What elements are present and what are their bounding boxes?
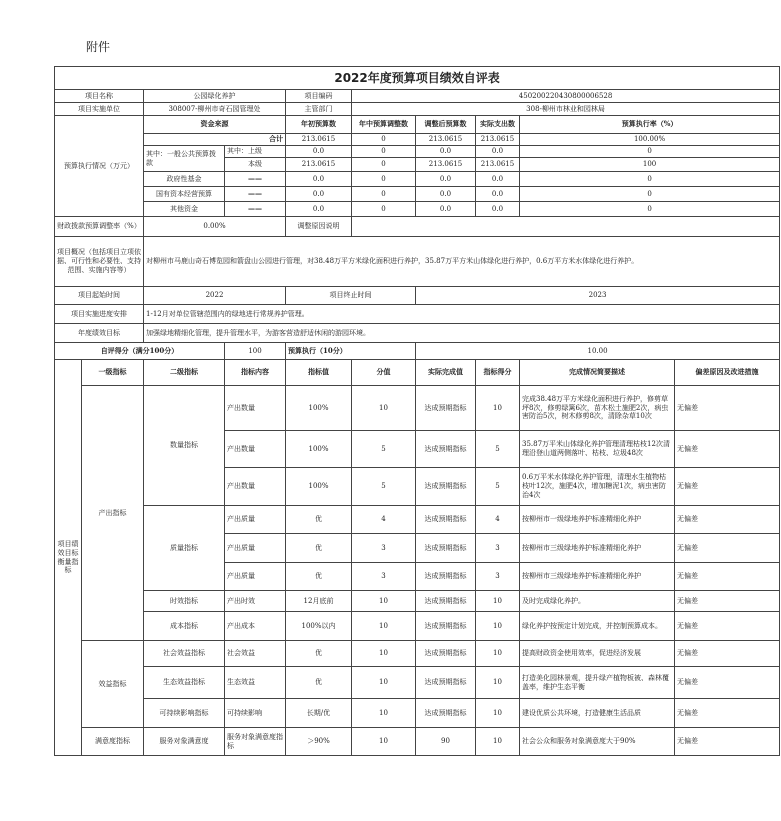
indicator-weight: 10 — [352, 386, 416, 431]
adjust-rate: 0.00% — [144, 217, 286, 237]
project-code-label: 项目编码 — [286, 90, 352, 103]
indicator-content: 产出数量 — [225, 431, 286, 468]
dept-label: 主管部门 — [286, 103, 352, 116]
budget-header-rate: 预算执行率（%） — [520, 116, 780, 134]
indicator-header: 分值 — [352, 360, 416, 386]
indicator-desc: 0.6万平米水体绿化养护管理，清理水生植物枯枝叶12次，施肥4次，增加糖泥1次，病虫害防治4次 — [520, 468, 675, 506]
indicator-header: 完成情况简要描述 — [520, 360, 675, 386]
impl-unit-label: 项目实施单位 — [55, 103, 144, 116]
indicator-dev: 无偏差 — [675, 612, 780, 641]
budget-cell: 0.0 — [416, 172, 476, 187]
budget-cell: 213.0615 — [416, 134, 476, 146]
adjust-reason — [352, 217, 780, 237]
start-value: 2022 — [144, 287, 286, 305]
indicator-header: 指标值 — [286, 360, 352, 386]
general-budget-label: 其中：一般公共预算拨款 — [144, 146, 225, 172]
goal-text: 加强绿地精细化管理，提升管理水平，为游客营造舒适休闲的游园环境。 — [144, 324, 780, 343]
indicator-header: 指标得分 — [476, 360, 520, 386]
indicator-actual: 90 — [416, 728, 476, 756]
overview-text: 对柳州市马鹿山奇石博览园和箭盘山公园进行管理，对38.48万平方米绿化面积进行养护，35.87万平方米山体绿化进行养护，0.6万平方米水体绿化进行养护。 — [144, 237, 780, 287]
budget-cell: 0 — [352, 158, 416, 172]
indicator-weight: 4 — [352, 506, 416, 534]
indicator-header: 实际完成值 — [416, 360, 476, 386]
performance-table — [54, 66, 780, 756]
indicator-desc: 35.87万平米山体绿化养护管理清理枯枝12次清理沿登山道两侧落叶、枯枝、垃圾48次 — [520, 431, 675, 468]
end-value: 2023 — [416, 287, 780, 305]
indicator-actual: 达成预期指标 — [416, 431, 476, 468]
budget-cell: 0.0 — [286, 172, 352, 187]
indicator-desc: 社会公众和服务对象满意度大于90% — [520, 728, 675, 756]
indicator-score: 10 — [476, 728, 520, 756]
dash-cell: —— — [225, 202, 286, 217]
indicator-desc: 按柳州市三级绿地养护标准精细化养护 — [520, 563, 675, 591]
budget-cell: 0.0 — [416, 146, 476, 158]
budget-cell: 0.0 — [416, 202, 476, 217]
indicator-content: 产出成本 — [225, 612, 286, 641]
indicator-actual: 达成预期指标 — [416, 468, 476, 506]
indicator-section-label: 项目绩效目标衡量指标 — [55, 360, 82, 756]
budget-cell: 0.0 — [476, 187, 520, 202]
indicator-target: 优 — [286, 534, 352, 563]
indicator-header: 二级指标 — [144, 360, 225, 386]
budget-header-adjusted: 调整后预算数 — [416, 116, 476, 134]
level2-service-satisfaction: 服务对象满意度 — [144, 728, 225, 756]
budget-header-adjust: 年中预算调整数 — [352, 116, 416, 134]
indicator-dev: 无偏差 — [675, 591, 780, 612]
indicator-actual: 达成预期指标 — [416, 506, 476, 534]
fund-label: 国有资本经营预算 — [144, 187, 225, 202]
indicator-content: 产出质量 — [225, 563, 286, 591]
indicator-actual: 达成预期指标 — [416, 534, 476, 563]
budget-cell: 0.0 — [286, 146, 352, 158]
project-code: 450200220430800006528 — [352, 90, 780, 103]
indicator-score: 3 — [476, 563, 520, 591]
indicator-dev: 无偏差 — [675, 699, 780, 728]
progress-label: 项目实施进度安排 — [55, 305, 144, 324]
indicator-score: 10 — [476, 612, 520, 641]
budget-cell: 0.0 — [286, 202, 352, 217]
indicator-desc: 建设优质公共环境，打造健康生活品质 — [520, 699, 675, 728]
budget-cell: 0 — [352, 134, 416, 146]
indicator-weight: 10 — [352, 591, 416, 612]
indicator-content: 产出质量 — [225, 506, 286, 534]
indicator-target: 100%以内 — [286, 612, 352, 641]
table-title: 2022年度预算项目绩效自评表 — [55, 67, 780, 90]
budget-cell: 0.0 — [286, 187, 352, 202]
indicator-content: 服务对象满意度指标 — [225, 728, 286, 756]
indicator-weight: 5 — [352, 468, 416, 506]
budget-cell: 0 — [520, 202, 780, 217]
budget-cell: 0 — [520, 187, 780, 202]
self-score-value: 100 — [225, 343, 286, 360]
indicator-target: 100% — [286, 468, 352, 506]
indicator-weight: 10 — [352, 728, 416, 756]
start-label: 项目起始时间 — [55, 287, 144, 305]
indicator-target: 100% — [286, 431, 352, 468]
indicator-score: 10 — [476, 641, 520, 667]
indicator-target: 优 — [286, 563, 352, 591]
indicator-dev: 无偏差 — [675, 563, 780, 591]
budget-cell: 0.0 — [476, 202, 520, 217]
indicator-weight: 10 — [352, 641, 416, 667]
adjust-rate-label: 财政拨款预算调整率（%） — [55, 217, 144, 237]
impl-unit: 308007-柳州市奇石园管理处 — [144, 103, 286, 116]
indicator-target: 优 — [286, 667, 352, 699]
budget-cell: 0 — [352, 187, 416, 202]
indicator-actual: 达成预期指标 — [416, 667, 476, 699]
indicator-desc: 及时完成绿化养护。 — [520, 591, 675, 612]
indicator-content: 产出质量 — [225, 534, 286, 563]
indicator-desc: 完成38.48万平方米绿化面积进行养护，修剪草坪8次，修剪绿篱6次，苗木松土施肥2次，病虫害防治5次，树木修剪8次，清除杂草10次 — [520, 386, 675, 431]
budget-cell: 100 — [520, 158, 780, 172]
indicator-score: 10 — [476, 667, 520, 699]
indicator-target: ＞90% — [286, 728, 352, 756]
budget-header-source: 资金来源 — [144, 116, 286, 134]
indicator-target: 优 — [286, 641, 352, 667]
self-score-label: 自评得分（满分100分） — [55, 343, 225, 360]
fund-label: 政府性基金 — [144, 172, 225, 187]
level1-benefit: 效益指标 — [82, 641, 144, 728]
indicator-desc: 按柳州市三级绿地养护标准精细化养护 — [520, 534, 675, 563]
indicator-desc: 绿化养护按预定计划完成，并控制预算成本。 — [520, 612, 675, 641]
budget-total-label: 合计 — [144, 134, 286, 146]
indicator-weight: 10 — [352, 699, 416, 728]
indicator-score: 5 — [476, 431, 520, 468]
indicator-dev: 无偏差 — [675, 506, 780, 534]
fund-label: 其他资金 — [144, 202, 225, 217]
budget-cell: 100.00% — [520, 134, 780, 146]
project-name: 公园绿化养护 — [144, 90, 286, 103]
adjust-reason-label: 调整原因说明 — [286, 217, 352, 237]
indicator-target: 长期/优 — [286, 699, 352, 728]
level2-ecological: 生态效益指标 — [144, 667, 225, 699]
indicator-dev: 无偏差 — [675, 431, 780, 468]
level1-satisfaction: 满意度指标 — [82, 728, 144, 756]
budget-cell: 213.0615 — [286, 134, 352, 146]
indicator-score: 3 — [476, 534, 520, 563]
budget-header-actual: 实际支出数 — [476, 116, 520, 134]
dash-cell: —— — [225, 172, 286, 187]
progress-text: 1-12月对单位管辖范围内的绿地进行常规养护管理。 — [144, 305, 780, 324]
indicator-score: 10 — [476, 386, 520, 431]
dash-cell: —— — [225, 187, 286, 202]
project-name-label: 项目名称 — [55, 90, 144, 103]
level2-cost: 成本指标 — [144, 612, 225, 641]
indicator-score: 5 — [476, 468, 520, 506]
level1-output: 产出指标 — [82, 386, 144, 641]
indicator-actual: 达成预期指标 — [416, 591, 476, 612]
budget-cell: 213.0615 — [286, 158, 352, 172]
indicator-target: 12月底前 — [286, 591, 352, 612]
indicator-content: 可持续影响 — [225, 699, 286, 728]
level2-quantity: 数量指标 — [144, 386, 225, 506]
indicator-dev: 无偏差 — [675, 641, 780, 667]
indicator-desc: 提高财政资金使用效率，促进经济发展 — [520, 641, 675, 667]
indicator-dev: 无偏差 — [675, 667, 780, 699]
superior-label: 其中：上级 — [225, 146, 286, 158]
indicator-content: 产出数量 — [225, 386, 286, 431]
overview-label: 项目概况（包括项目立项依据、可行性和必要性、支持范围、实施内容等） — [55, 237, 144, 287]
budget-cell: 0.0 — [476, 172, 520, 187]
budget-cell: 213.0615 — [476, 158, 520, 172]
indicator-weight: 10 — [352, 612, 416, 641]
dept: 308-柳州市林业和园林局 — [352, 103, 780, 116]
budget-cell: 0 — [520, 146, 780, 158]
indicator-weight: 10 — [352, 667, 416, 699]
budget-cell: 213.0615 — [476, 134, 520, 146]
table-body — [55, 67, 780, 756]
indicator-score: 10 — [476, 699, 520, 728]
budget-section-label: 预算执行情况（万元） — [55, 116, 144, 217]
indicator-dev: 无偏差 — [675, 468, 780, 506]
indicator-actual: 达成预期指标 — [416, 641, 476, 667]
indicator-target: 优 — [286, 506, 352, 534]
indicator-score: 4 — [476, 506, 520, 534]
indicator-header: 偏差原因及改进措施 — [675, 360, 780, 386]
indicator-desc: 按柳州市一级绿地养护标准精细化养护 — [520, 506, 675, 534]
indicator-score: 10 — [476, 591, 520, 612]
indicator-actual: 达成预期指标 — [416, 563, 476, 591]
budget-cell: 0.0 — [416, 187, 476, 202]
indicator-actual: 达成预期指标 — [416, 699, 476, 728]
budget-header-initial: 年初预算数 — [286, 116, 352, 134]
indicator-weight: 3 — [352, 534, 416, 563]
exec-score-label: 预算执行（10分） — [286, 343, 416, 360]
indicator-header: 指标内容 — [225, 360, 286, 386]
indicator-weight: 5 — [352, 431, 416, 468]
indicator-dev: 无偏差 — [675, 534, 780, 563]
indicator-target: 100% — [286, 386, 352, 431]
indicator-content: 产出时效 — [225, 591, 286, 612]
indicator-content: 社会效益 — [225, 641, 286, 667]
end-label: 项目终止时间 — [286, 287, 416, 305]
indicator-actual: 达成预期指标 — [416, 386, 476, 431]
level2-sustainable: 可持续影响指标 — [144, 699, 225, 728]
exec-score-value: 10.00 — [416, 343, 780, 360]
indicator-weight: 3 — [352, 563, 416, 591]
level2-time: 时效指标 — [144, 591, 225, 612]
goal-label: 年度绩效目标 — [55, 324, 144, 343]
indicator-content: 生态效益 — [225, 667, 286, 699]
budget-cell: 0.0 — [476, 146, 520, 158]
indicator-desc: 打造美化园林景观，提升绿产植物板被、森林覆盖率，维护生态平衡 — [520, 667, 675, 699]
indicator-actual: 达成预期指标 — [416, 612, 476, 641]
indicator-content: 产出数量 — [225, 468, 286, 506]
budget-cell: 0 — [352, 172, 416, 187]
indicator-header: 一级指标 — [82, 360, 144, 386]
level2-quality: 质量指标 — [144, 506, 225, 591]
budget-cell: 213.0615 — [416, 158, 476, 172]
indicator-dev: 无偏差 — [675, 386, 780, 431]
budget-cell: 0 — [352, 202, 416, 217]
level2-social: 社会效益指标 — [144, 641, 225, 667]
local-label: 本级 — [225, 158, 286, 172]
budget-cell: 0 — [520, 172, 780, 187]
indicator-dev: 无偏差 — [675, 728, 780, 756]
budget-cell: 0 — [352, 146, 416, 158]
attachment-label: 附件 — [86, 40, 111, 54]
